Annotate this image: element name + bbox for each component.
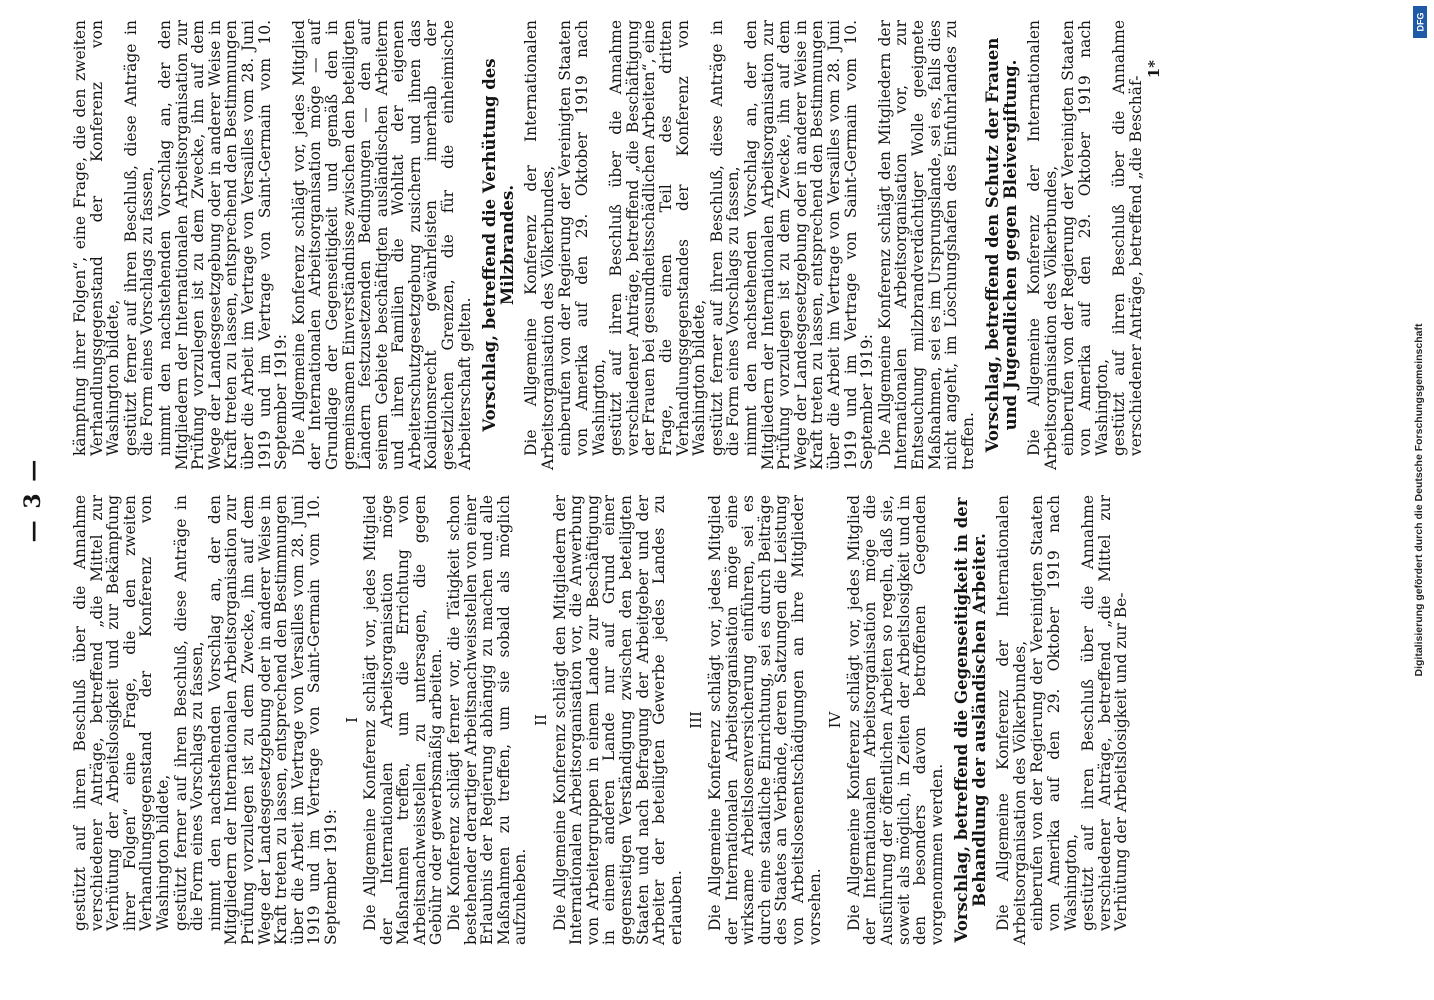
right-para-6: einberufen von der Regierung der Vereinigten Staaten von Amerika auf den 29. Oktober 1919 nach Washington, xyxy=(556,20,608,456)
right-para-10: Die Allgemeine Konferenz schlägt den Mitgliedern der Internationalen Arbeitsorganisation vor, zur Entseuchung milzbrandverdächtiger Wolle geeignete Maßnahmen, sei es im Ursprungslande, sei es, falls dies nicht angeht, im Löschungshafen des Einfuhrlandes zu treffen. xyxy=(875,20,977,470)
left-text-column xyxy=(72,495,1131,945)
left-para-1: gestützt ferner auf ihren Beschluß, diese Anträge in die Form eines Vorschlags zu fassen, xyxy=(171,495,207,931)
right-para-1: gestützt ferner auf ihren Beschluß, diese Anträge in die Form eines Vorschlags zu fassen, xyxy=(121,20,157,456)
right-para-13: einberufen von der Regierung der Vereinigten Staaten von Amerika auf den 29. Oktober 1919 nach Washington, xyxy=(1059,20,1111,456)
left-para-4: Die Allgemeine Konferenz schlägt vor, jedes Mitglied der Internationalen Arbeitsorganisation möge Maßnahmen treffen, um die Errichtung von Arbeitsnachweisstellen zu untersagen, die gegen Gebühr oder gewerbsmäßig arbeiten. xyxy=(361,495,446,945)
left-para-13: Die Allgemeine Konferenz der Internationalen Arbeitsorganisation des Völkerbundes, xyxy=(994,495,1029,945)
right-heading-4: Vorschlag, betreffend die Verhütung des Milzbrandes. xyxy=(480,58,518,432)
right-text-column xyxy=(72,20,1163,470)
right-sig-15: 1* xyxy=(1145,60,1164,79)
dfg-logo xyxy=(1413,6,1427,38)
left-para-15: gestützt auf ihren Beschluß über die Annahme verschiedener Anträge, betreffend „die Mittel zur Verhütung der Arbeitslosigkeit und zur Be- xyxy=(1079,495,1131,931)
left-para-11: Die Allgemeine Konferenz schlägt vor, jedes Mitglied der Internationalen Arbeitsorganisation möge die Ausführung der öffentlichen Arbeiten so regeln, daß sie, soweit als möglich, in Zeiten der Arbeitslosigkeit und in den besonders davon betroffenen Gegenden vorgenommen werden. xyxy=(844,495,946,945)
right-para-9: nimmt den nachstehenden Vorschlag an, der den Mitgliedern der Internationalen Arbeitsorganisation zur Prüfung vorzulegen ist zu dem Zwecke, ihn auf dem Wege der Landesgesetzgebung oder in anderer Weise in Kraft treten zu lassen, entsprechend den Bestimmungen über die Arbeit im Vertrage von Versailles vom 28. Juni 1919 und im Vertrage von Saint-Germain vom 10. September 1919: xyxy=(741,20,877,470)
left-para-7: Die Allgemeine Konferenz schlägt den Mitgliedern der Internationalen Arbeitsorganisation vor, die Anwerbung von Arbeitergruppen in einem Lande zur Beschäftigung in einem anderen Lande nur auf Grund einer gegenseitigen Verständigung zwischen den beteiligten Staaten und nach Befragung der Arbeitgeber und der Arbeiter der beteiligten Gewerbe jedes Landes zu erlauben. xyxy=(550,495,685,945)
right-para-14: gestützt auf ihren Beschluß über die Annahme verschiedener Anträge, betreffend „die Beschäf- xyxy=(1110,20,1145,456)
left-roman-10: IV xyxy=(826,711,845,729)
right-para-7: gestützt auf ihren Beschluß über die Annahme verschiedener Anträge, betreffend „die Beschäftigung der Frauen bei gesundheitsschädlichen Arbeiten“, eine Frage, die einen Teil des dritten Verhandlungsgegenstandes der Konferenz von Washington bildete, xyxy=(607,20,709,456)
left-roman-3: I xyxy=(342,717,361,723)
left-roman-6: II xyxy=(532,714,551,726)
left-para-9: Die Allgemeine Konferenz schlägt vor, jedes Mitglied der Internationalen Arbeitsorganisation möge eine wirksame Arbeitslosenversicherung einführen, sei es durch eine staatliche Einrichtung, sei es durch Beiträge des Staates an Verbände, deren Satzungen die Leistung von Arbeitslosenentschädigungen an ihre Mitglieder vorsehen. xyxy=(705,495,824,945)
page-number: — 3 — xyxy=(20,457,46,543)
left-para-0: gestützt auf ihren Beschluß über die Annahme verschiedener Anträge, betreffend „die Mittel zur Verhütung der Arbeitslosigkeit und zur Bekämpfung ihrer Folgen“ eine Frage, die den zweiten Verhandlungsgegenstand der Konferenz von Washington bildete, xyxy=(71,495,172,931)
right-para-0: kämpfung ihrer Folgen“, eine Frage, die den zweiten Verhandlungsgegenstand der Konferenz von Washington bildete, xyxy=(71,20,123,456)
digitization-sidebar xyxy=(1408,0,1430,1000)
left-para-14: einberufen von der Regierung der Vereinigten Staaten von Amerika auf den 29. Oktober 1919 nach Washington, xyxy=(1028,495,1080,931)
right-heading-11: Vorschlag, betreffend den Schutz der Frauen und Jugendlichen gegen Bleivergiftung. xyxy=(983,37,1021,453)
right-para-8: gestützt ferner auf ihren Beschluß, diese Anträge in die Form eines Vorschlags zu fassen, xyxy=(707,20,743,456)
left-heading-12: Vorschlag, betreffend die Gegenseitigkeit in der Behandlung der ausländischen Arbeiter. xyxy=(952,497,990,943)
dfg-credit-text: Digitalisierung gefördert durch die Deutsche Forschungsgemeinschaft xyxy=(1413,323,1425,677)
left-roman-8: III xyxy=(687,711,706,729)
right-para-2: nimmt den nachstehenden Vorschlag an, der den Mitgliedern der Internationalen Arbeitsorganisation zur Prüfung vorzulegen ist zu dem Zwecke, ihn auf dem Wege der Landesgesetzgebung oder in anderer Weise in Kraft treten zu lassen, entsprechend den Bestimmungen über die Arbeit im Vertrage von Versailles vom 28. Juni 1919 und im Vertrage von Saint-Germain vom 10. September 1919: xyxy=(155,20,291,470)
right-para-5: Die Allgemeine Konferenz der Internationalen Arbeitsorganisation des Völkerbundes, xyxy=(522,20,557,470)
left-para-2: nimmt den nachstehenden Vorschlag an, der den Mitgliedern der Internationalen Arbeitsorganisation zur Prüfung vorzulegen ist zu dem Zwecke, ihn auf dem Wege der Landesgesetzgebung oder in anderer Weise in Kraft treten zu lassen, entsprechend den Bestimmungen über die Arbeit im Vertrage von Versailles vom 28. Juni 1919 und im Vertrage von Saint-Germain vom 10. September 1919: xyxy=(205,495,340,945)
left-para-5: Die Konferenz schlägt ferner vor, die Tätigkeit schon bestehender derartiger Arbeitsnachweisstellen von einer Erlaubnis der Regierung abhängig zu machen und alle Maßnahmen zu treffen, um sie sobald als möglich aufzuheben. xyxy=(445,495,530,945)
right-para-12: Die Allgemeine Konferenz der Internationalen Arbeitsorganisation des Völkerbundes, xyxy=(1025,20,1060,470)
right-para-3: Die Allgemeine Konferenz schlägt vor, jedes Mitglied der Internationalen Arbeitsorganisation möge — auf Grundlage der Gegenseitigkeit und gemäß den in gemeinsamen Einverständnisse zwischen den beteiligten Ländern festzusetzenden Bedingungen — den auf seinem Gebiete beschäftigten ausländischen Arbeitern und ihren Familien die Wohltat der eigenen Arbeiterschutzgesetzgebung zusichern und ihnen das Koalitionsrecht gewährleisten innerhalb der gesetzlichen Grenzen, die für die einheimische Arbeiterschaft gelten. xyxy=(289,20,474,470)
dfg-logo-text: DFG xyxy=(1415,12,1425,32)
